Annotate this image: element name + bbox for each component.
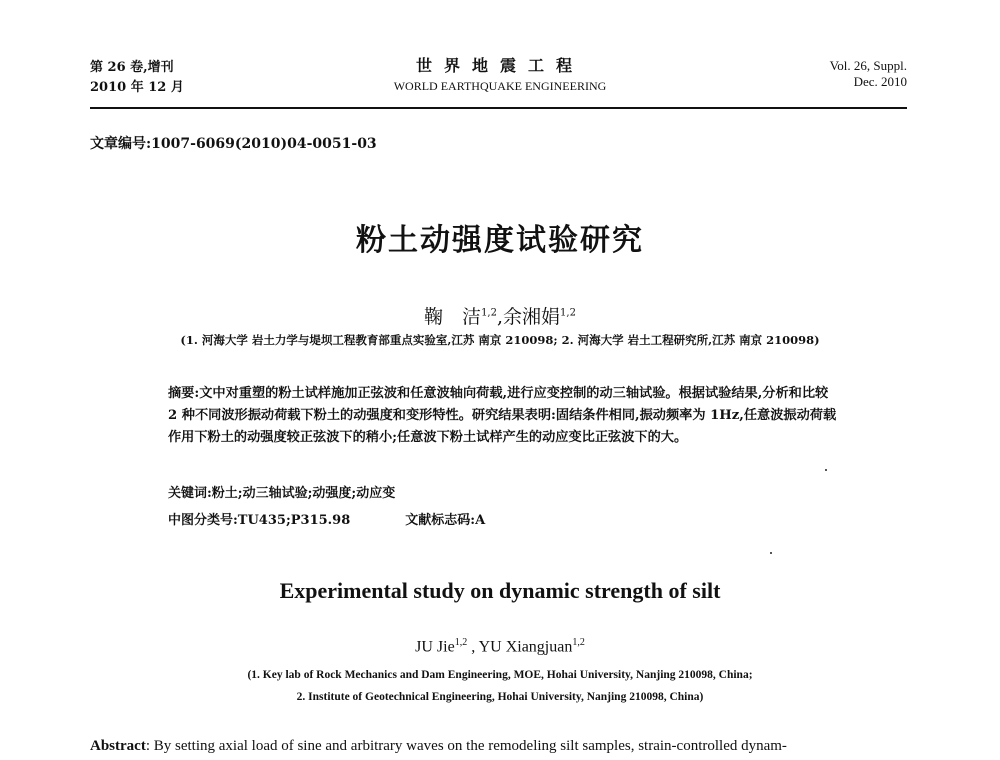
abstract-text-en: : By setting axial load of sine and arbitrary waves on the remodeling silt samples, strain-controlled dynam- [145,738,787,754]
header-date-en: Dec. 2010 [853,74,907,89]
author-2-affil-cn: 1,2 [560,307,576,319]
abstract-label-en: Abstract [90,738,146,754]
authors-en [0,637,1000,656]
journal-name [300,55,700,95]
author-1-cn: 鞠 洁 [424,306,482,328]
paper-title-en: Experimental study on dynamic strength of silt [279,578,721,603]
affiliation-en-line-2: 2. Institute of Geotechnical Engineering, Hohai University, Nanjing 210098, China) [296,691,704,703]
header-volume: 第 26 卷,增刊 [90,60,174,75]
author-separator-en: , [467,638,479,656]
affiliation-en [0,664,1000,708]
authors-cn [0,302,1000,329]
author-2-en: YU Xiangjuan [478,638,573,656]
keywords-cn: 关键词:粉土;动三轴试验;动强度;动应变 [168,486,396,501]
author-1-affil-cn: 1,2 [481,307,497,319]
abstract-label-cn: 摘要: [168,386,200,401]
document-code: 文献标志码:A [405,513,486,528]
author-separator-cn: , [496,306,504,328]
header-vol-en: Vol. 26, Suppl. [829,58,907,73]
header-date-cn: 2010 年 12 月 [90,80,184,95]
paper-title-cn: 粉土动强度试验研究 [356,223,644,258]
author-2-affil-en: 1,2 [572,637,585,648]
article-number: 文章编号:1007-6069(2010)04-0051-03 [90,136,377,152]
header-rule [90,107,907,109]
author-1-affil-en: 1,2 [454,637,468,648]
abstract-text-cn: 文中对重塑的粉土试样施加正弦波和任意波轴向荷载,进行应变控制的动三轴试验。根据试验结果,分析和比较 2 种不同波形振动荷载下粉土的动强度和变形特性。研究结果表明:固结条件相同,振动频率为 1Hz,任意波振动荷载作用下粉土的动强度较正弦波下的稍小;任意波下粉土试样产生的动应变比正弦波下的大。 [168,386,837,445]
affiliation-en-line-1: (1. Key lab of Rock Mechanics and Dam Engineering, MOE, Hohai University, Nanjing 210098, China; [247,669,753,681]
journal-name-cn: 世界地震工程 [415,56,584,75]
scan-speck [825,469,827,471]
author-1-en: JU Jie [415,638,455,656]
journal-name-en: WORLD EARTHQUAKE ENGINEERING [393,79,607,93]
abstract-en [90,738,920,755]
header-volume-info [90,58,184,98]
abstract-cn [168,383,838,449]
header-issue-info [830,58,907,90]
clc-number: 中图分类号:TU435;P315.98 [168,513,351,528]
classification-line [168,509,485,528]
scan-speck [770,552,772,554]
affiliation-cn: (1. 河海大学 岩土力学与堤坝工程教育部重点实验室,江苏 南京 210098; 2. 河海大学 岩土工程研究所,江苏 南京 210098) [180,333,820,347]
author-2-cn: 余湘娟 [503,306,561,328]
